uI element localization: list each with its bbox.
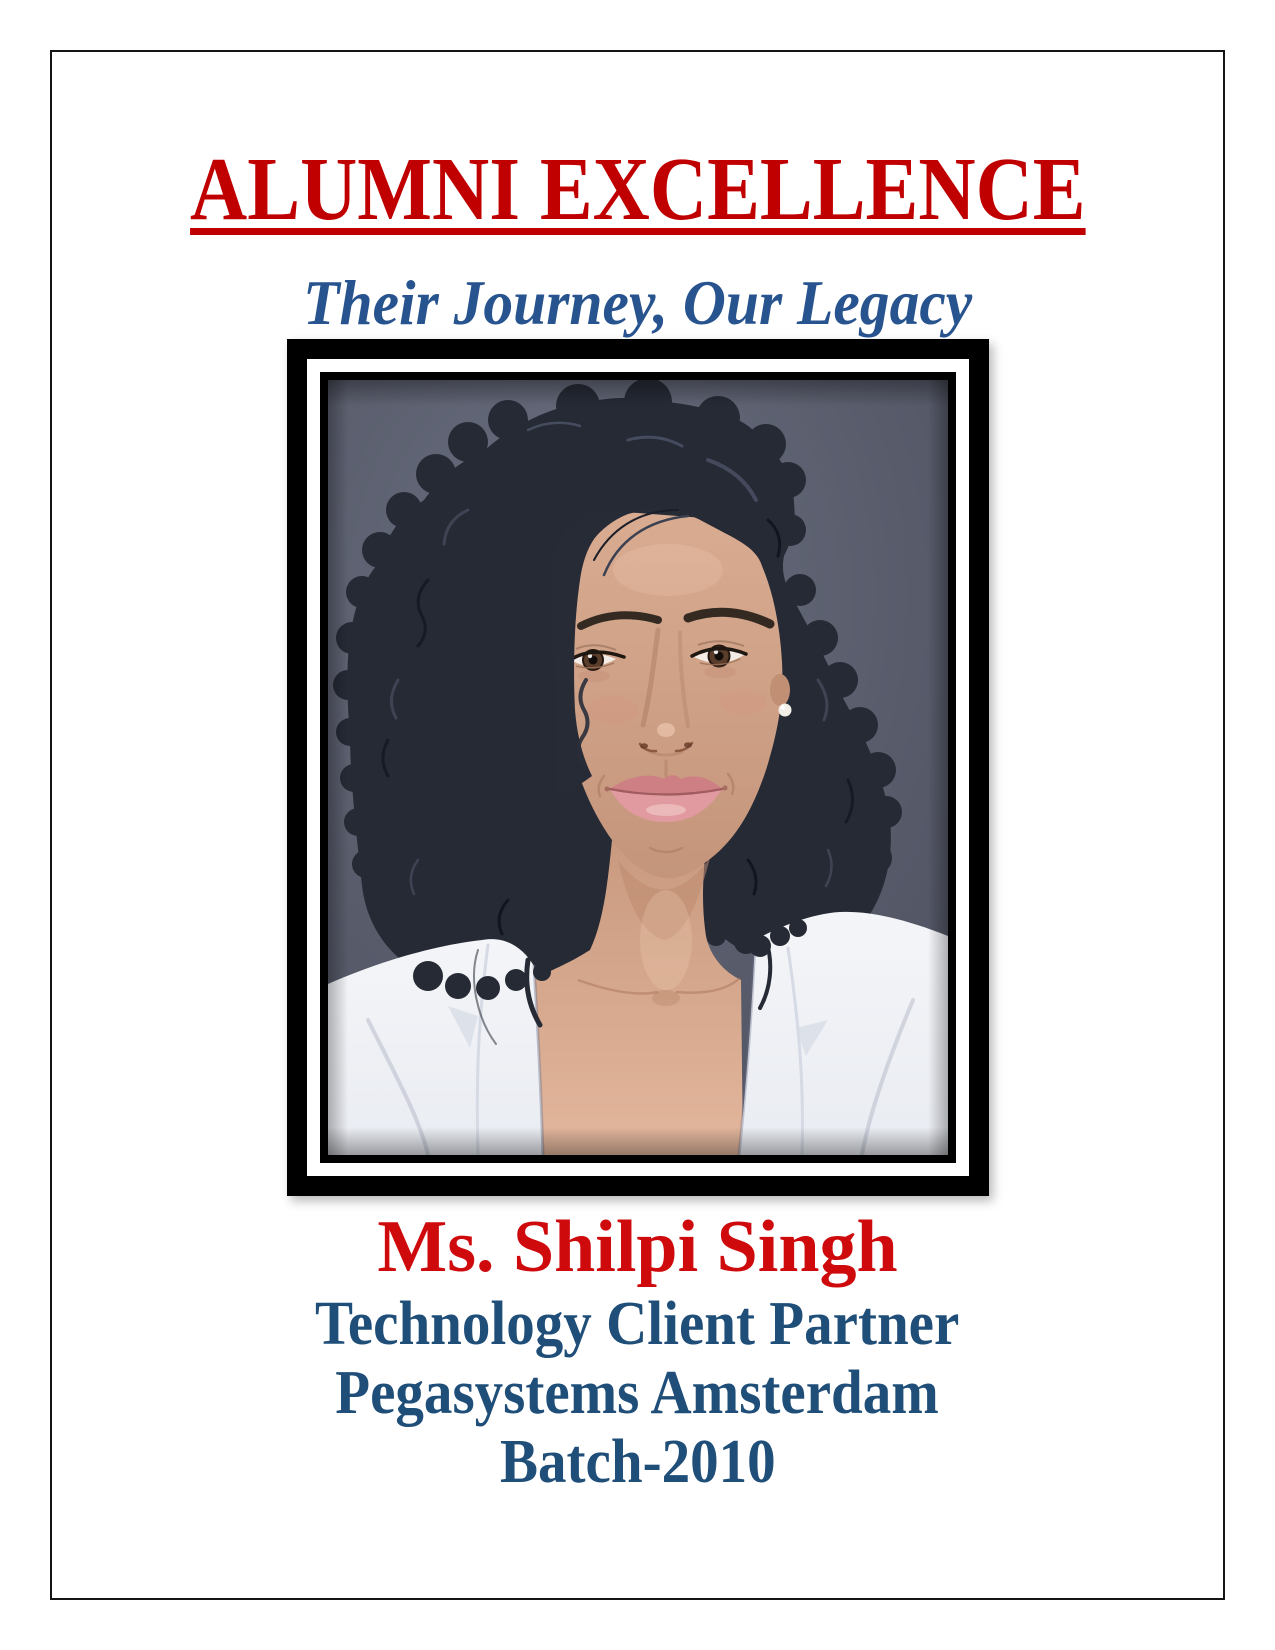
photo-frame (287, 339, 989, 1196)
right-ear (770, 674, 790, 706)
page-subtitle (52, 267, 1223, 338)
page-title (52, 140, 1223, 239)
portrait-illustration (328, 380, 948, 1155)
alumni-company (52, 1361, 1223, 1426)
alumni-batch-text: Batch-2010 (499, 1428, 776, 1497)
portrait-photo (328, 380, 948, 1155)
blush-left (587, 696, 639, 724)
page-subtitle-text: Their Journey, Our Legacy (303, 267, 972, 338)
page-border (50, 50, 1225, 1600)
photo-mat (320, 372, 956, 1163)
alumni-name: Ms. Shilpi Singh (377, 1206, 898, 1288)
alumni-batch (52, 1430, 1223, 1495)
pearl-earring (778, 704, 791, 717)
alumni-role-text: Technology Client Partner (315, 1290, 960, 1358)
alumni-role (52, 1292, 1223, 1357)
alumni-company-text: Pegasystems Amsterdam (335, 1359, 940, 1428)
blush-right (719, 689, 767, 715)
page-title-text: ALUMNI EXCELLENCE (189, 140, 1086, 239)
forehead-highlight (613, 544, 723, 596)
